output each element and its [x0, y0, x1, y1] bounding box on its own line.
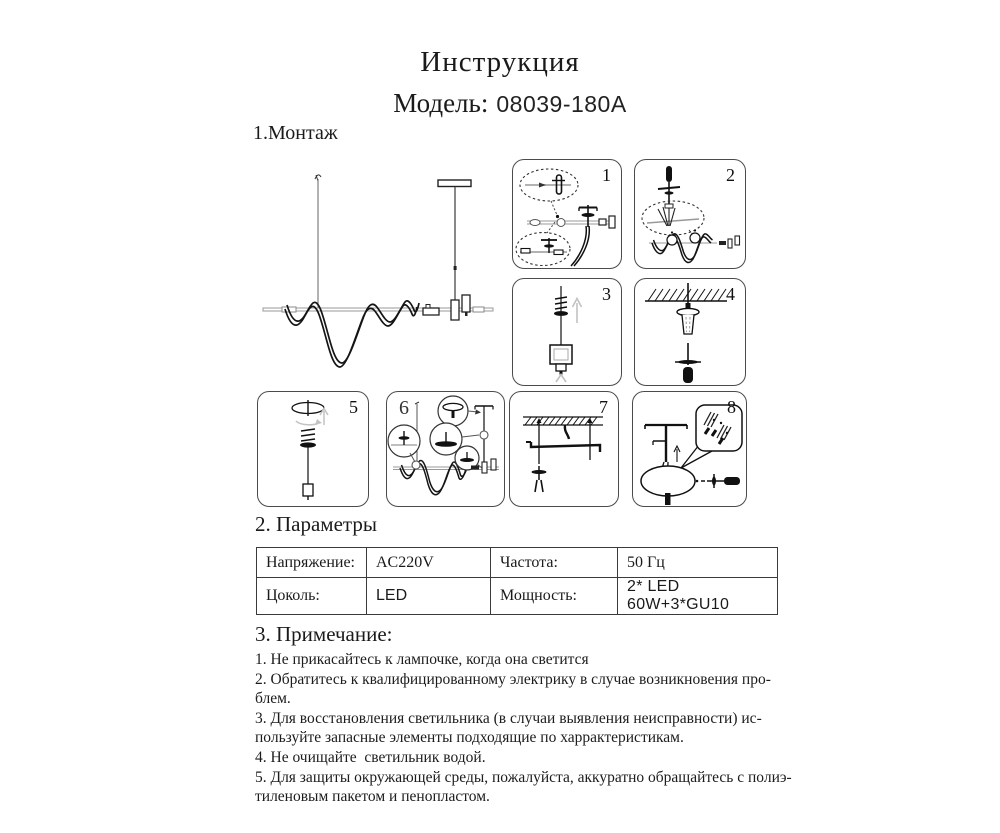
chandelier-diagram [255, 148, 500, 388]
model-line [10, 88, 1000, 119]
step-6-panel [386, 391, 505, 507]
note-line: тиленовым пакетом и пенопластом. [255, 788, 490, 806]
page-title: Инструкция [420, 46, 580, 78]
note-line: 5. Для защиты окружающей среды, пожалуйста, аккуратно обращайтесь с полиэ- [255, 768, 792, 786]
param-label-voltage: Напряжение: [257, 548, 367, 578]
step-6-number: 6 [399, 397, 409, 419]
param-label-socle: Цоколь: [257, 578, 367, 615]
param-label-frequency: Частота: [491, 548, 618, 578]
param-value-frequency: 50 Гц [618, 548, 778, 578]
step-5-panel [257, 391, 369, 507]
step-2-number: 2 [726, 165, 735, 185]
note-line: блем. [255, 690, 291, 708]
step-3-number: 3 [602, 284, 611, 304]
parameters-table [256, 547, 778, 615]
note-line: 4. Не очищайте светильник водой. [255, 748, 486, 766]
table-row [257, 578, 778, 615]
step-1-panel [512, 159, 622, 269]
param-label-power: Мощность: [491, 578, 618, 615]
param-value-voltage: AC220V [367, 548, 491, 578]
section-heading-notes: 3. Примечание: [255, 622, 393, 646]
table-row [257, 548, 778, 578]
model-label: Модель: [393, 88, 489, 118]
step-8-panel [632, 391, 747, 507]
step-2-panel [634, 159, 746, 269]
chandelier-drawing-svg [255, 148, 500, 388]
step-3-panel [512, 278, 622, 386]
step-7-number: 7 [599, 397, 608, 417]
step-1-number: 1 [602, 165, 611, 185]
notes-list [255, 650, 792, 807]
step-5-number: 5 [349, 397, 358, 417]
section-heading-montage: 1.Монтаж [253, 122, 338, 144]
step-8-number: 8 [727, 397, 736, 417]
note-line: 3. Для восстановления светильника (в случаи выявления неисправности) ис- [255, 709, 762, 727]
model-number: 08039-180A [496, 91, 627, 117]
section-heading-parameters: 2. Параметры [255, 512, 377, 536]
step-4-number: 4 [726, 284, 735, 304]
note-line: 1. Не прикасайтесь к лампочке, когда она светится [255, 651, 589, 668]
note-line: пользуйте запасные элементы подходящие по харрактеристикам. [255, 729, 684, 747]
param-value-socle: LED [367, 578, 491, 615]
note-line: 2. Обратитесь к квалифицированному электрику в случае возникновения про- [255, 670, 771, 688]
step-4-panel [634, 278, 746, 386]
step-7-panel [509, 391, 619, 507]
param-value-power: 2* LED 60W+3*GU10 [618, 578, 778, 615]
